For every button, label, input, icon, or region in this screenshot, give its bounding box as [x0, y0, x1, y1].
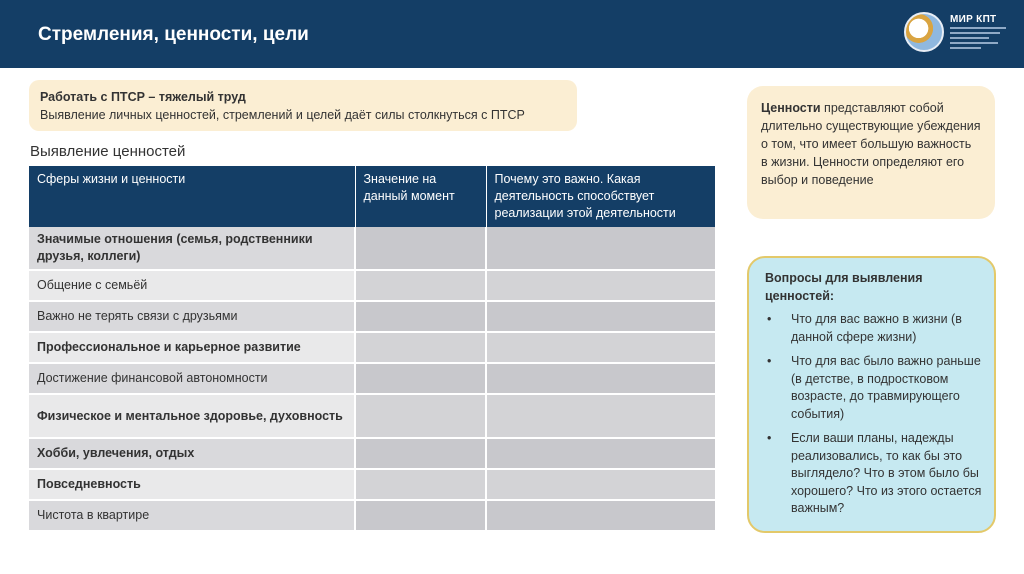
intro-subtitle: Выявление личных ценностей, стремлений и целей даёт силы столкнуться с ПТСР	[40, 108, 525, 122]
row-value-cell	[355, 500, 486, 531]
row-label: Хобби, увлечения, отдых	[29, 438, 355, 469]
row-value-cell	[355, 332, 486, 363]
table-row	[29, 332, 715, 363]
table-row	[29, 500, 715, 531]
question-text: Что для вас было важно раньше (в детстве, в подростковом возрасте, до травмирующего события)	[791, 354, 981, 421]
definition-term: Ценности	[761, 101, 821, 115]
bullet-icon: •	[767, 431, 772, 445]
question-text: Что для вас важно в жизни (в данной сфере жизни)	[791, 312, 962, 344]
row-label: Чистота в квартире	[29, 500, 355, 531]
row-label: Достижение финансовой автономности	[29, 363, 355, 394]
table-header-row	[29, 166, 715, 227]
section-title: Выявление ценностей	[30, 143, 186, 160]
column-header-reason: Почему это важно. Какая деятельность способствует реализации этой деятельности	[486, 166, 715, 227]
logo	[904, 12, 1014, 56]
row-reason-cell	[486, 500, 715, 531]
table-row	[29, 469, 715, 500]
bullet-icon: •	[767, 312, 772, 326]
definition-text: представляют собой длительно существующие убеждения о том, что имеет большую важность в жизни. Ценности определяют его выбор и поведение	[761, 101, 981, 187]
row-reason-cell	[486, 332, 715, 363]
row-label: Общение с семьёй	[29, 270, 355, 301]
row-reason-cell	[486, 394, 715, 438]
row-label: Значимые отношения (семья, родственники друзья, коллеги)	[29, 227, 355, 270]
header-bar	[0, 0, 1024, 68]
row-value-cell	[355, 227, 486, 270]
row-reason-cell	[486, 438, 715, 469]
column-header-sphere: Сферы жизни и ценности	[29, 166, 355, 227]
questions-title: Вопросы для выявления ценностей:	[765, 271, 923, 303]
row-label: Повседневность	[29, 469, 355, 500]
question-item	[765, 430, 982, 518]
column-header-value: Значение на данный момент	[355, 166, 486, 227]
row-reason-cell	[486, 270, 715, 301]
table-row	[29, 301, 715, 332]
row-value-cell	[355, 270, 486, 301]
questions-callout	[747, 256, 996, 533]
question-text: Если ваши планы, надежды реализовались, то как бы это выглядело? Что в этом было бы хорошего? Что из этого остается важным?	[791, 431, 982, 515]
definition-callout	[747, 86, 995, 219]
row-reason-cell	[486, 363, 715, 394]
logo-tagline-graphic	[950, 27, 1006, 52]
table-row	[29, 363, 715, 394]
row-value-cell	[355, 394, 486, 438]
row-label: Физическое и ментальное здоровье, духовность	[29, 394, 355, 438]
intro-title: Работать с ПТСР – тяжелый труд	[40, 90, 246, 104]
row-value-cell	[355, 301, 486, 332]
row-label: Важно не терять связи с друзьями	[29, 301, 355, 332]
values-table	[29, 166, 715, 532]
row-value-cell	[355, 438, 486, 469]
logo-emblem-icon	[904, 12, 944, 52]
question-item	[765, 311, 982, 346]
questions-list	[765, 311, 982, 518]
table-row	[29, 394, 715, 438]
row-reason-cell	[486, 469, 715, 500]
bullet-icon: •	[767, 354, 772, 368]
logo-name: МИР КПТ	[950, 14, 997, 25]
row-label: Профессиональное и карьерное развитие	[29, 332, 355, 363]
page-title: Стремления, ценности, цели	[38, 24, 309, 45]
intro-callout	[29, 80, 577, 131]
table-row	[29, 438, 715, 469]
row-value-cell	[355, 363, 486, 394]
question-item	[765, 353, 982, 423]
row-reason-cell	[486, 301, 715, 332]
table-row	[29, 270, 715, 301]
row-value-cell	[355, 469, 486, 500]
table-row	[29, 227, 715, 270]
row-reason-cell	[486, 227, 715, 270]
